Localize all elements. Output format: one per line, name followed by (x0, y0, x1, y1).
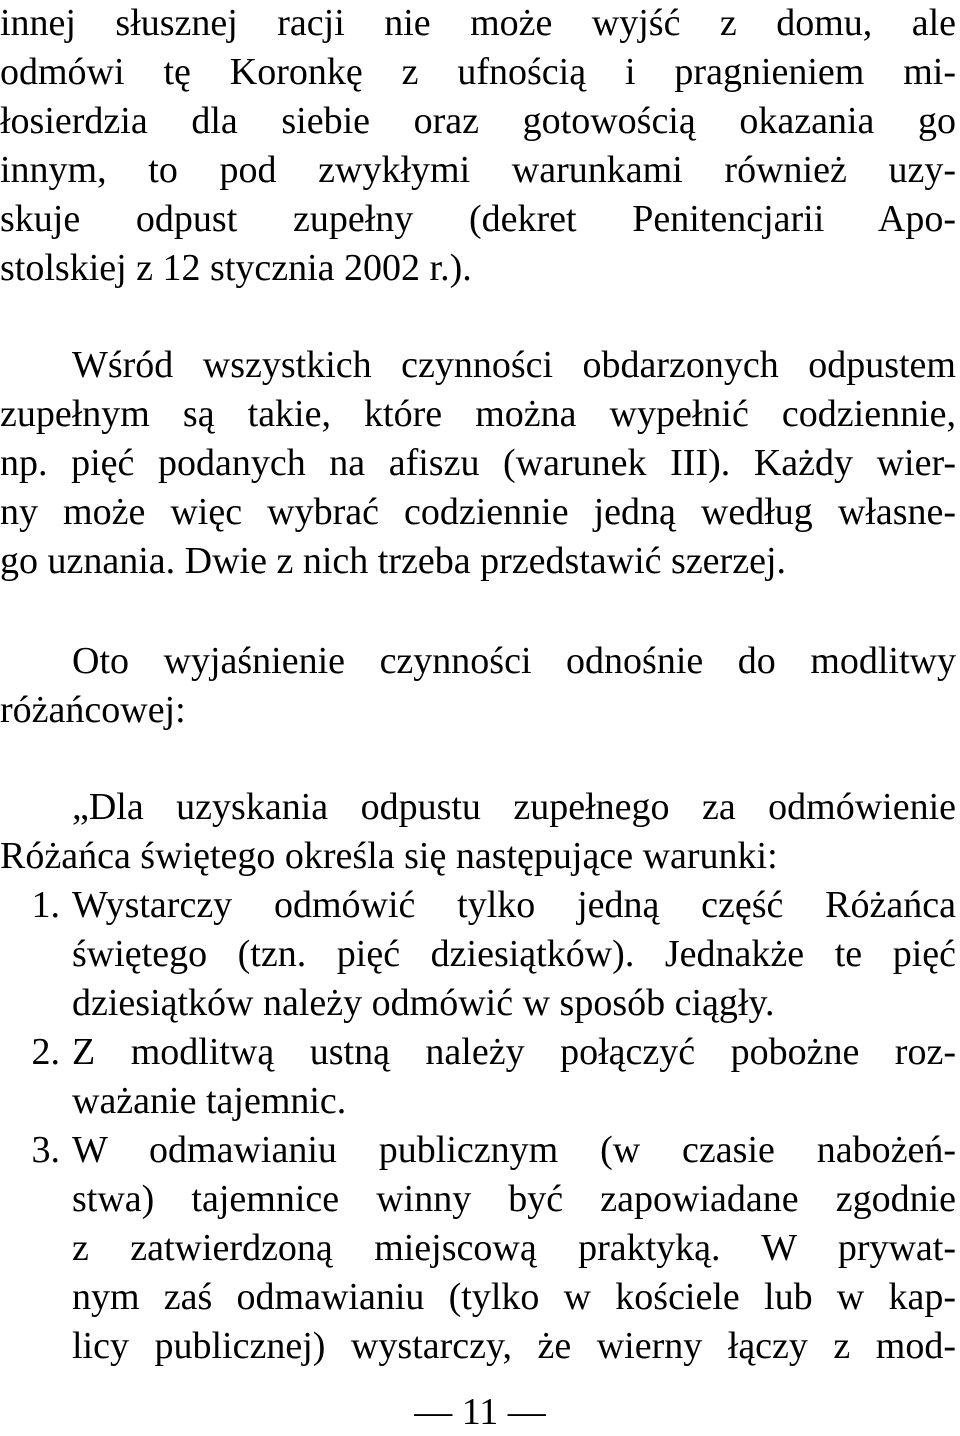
text-line: go uznania. Dwie z nich trzeba przedstawić szerzej. (0, 540, 786, 582)
text-line: licy publicznej) wystarczy, że wierny łączy z mod- (72, 1325, 956, 1367)
list-item-number: 2. (31, 1031, 60, 1073)
text-line: np. pięć podanych na afiszu (warunek III). Każdy wier- (0, 442, 956, 484)
text-line: W odmawianiu publicznym (w czasie nabożeń- (72, 1129, 956, 1171)
text-line: stwa) tajemnice winny być zapowiadane zgodnie (72, 1178, 956, 1220)
list-item-number: 1. (31, 884, 60, 926)
text-line: „Dla uzyskania odpustu zupełnego za odmówienie (72, 786, 956, 828)
text-line: Różańca świętego określa się następujące warunki: (0, 835, 778, 877)
text-line: stolskiej z 12 stycznia 2002 r.). (0, 247, 472, 289)
text-line: nym zaś odmawianiu (tylko w kościele lub w kap- (72, 1276, 956, 1318)
text-line: innym, to pod zwykłymi warunkami również uzy- (0, 149, 956, 191)
text-line: łosierdzia dla siebie oraz gotowością okazania go (0, 100, 956, 142)
list-item-number: 3. (31, 1129, 60, 1171)
text-line: dziesiątków należy odmówić w sposób ciągły. (72, 982, 775, 1024)
page-number: — 11 — (414, 1391, 546, 1433)
text-line: Wystarczy odmówić tylko jedną część Różańca (72, 884, 956, 926)
text-line: świętego (tzn. pięć dziesiątków). Jednakże te pięć (72, 933, 956, 975)
text-line: z zatwierdzoną miejscową praktyką. W prywat- (72, 1227, 956, 1269)
text-line: Oto wyjaśnienie czynności odnośnie do modlitwy (72, 640, 956, 682)
text-line: Wśród wszystkich czynności obdarzonych odpustem (72, 344, 956, 386)
text-line: ważanie tajemnic. (72, 1080, 347, 1122)
text-line: odmówi tę Koronkę z ufnością i pragnieniem mi- (0, 51, 956, 93)
text-line: skuje odpust zupełny (dekret Penitencjarii Apo- (0, 198, 956, 240)
text-line: różańcowej: (0, 689, 186, 731)
text-line: ny może więc wybrać codziennie jedną według własne- (0, 491, 956, 533)
text-line: innej słusznej racji nie może wyjść z domu, ale (0, 2, 956, 44)
text-line: Z modlitwą ustną należy połączyć pobożne roz- (72, 1031, 956, 1073)
text-line: zupełnym są takie, które można wypełnić codziennie, (0, 393, 956, 435)
